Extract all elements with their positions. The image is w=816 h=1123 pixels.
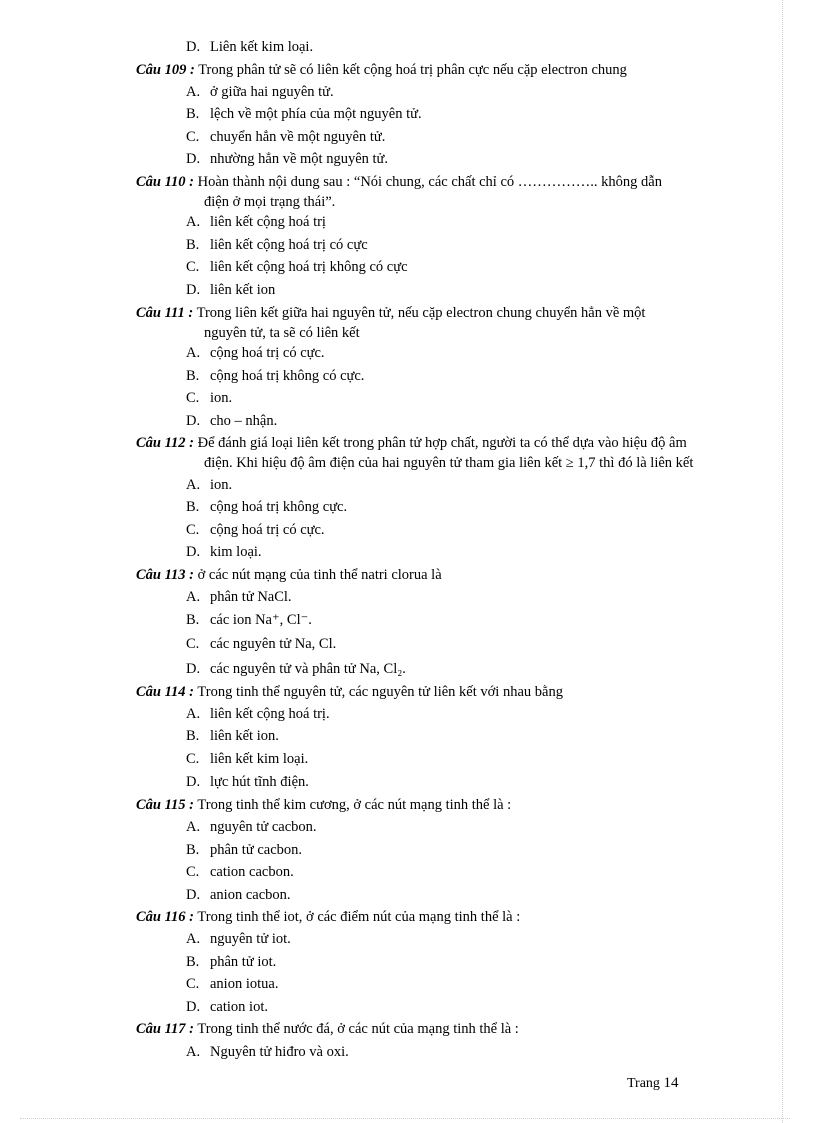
option-text: cộng hoá trị không có cực. [210, 368, 365, 384]
option-letter: D. [186, 887, 201, 903]
option-text: ion. [210, 390, 233, 406]
question-label: Câu 116 : [136, 909, 195, 925]
option-text: Liên kết kim loại. [210, 39, 314, 55]
option-letter: D. [186, 999, 201, 1015]
option-letter: B. [186, 237, 200, 253]
option-letter: C. [186, 636, 200, 652]
question-label: Câu 110 : [136, 174, 195, 190]
question-115 [136, 795, 768, 815]
option-text: liên kết ion [210, 282, 276, 298]
option-text: cộng hoá trị có cực. [210, 522, 325, 538]
option-letter: A. [186, 214, 201, 230]
option-text: phân tử NaCl. [210, 589, 292, 605]
option-110-a [186, 213, 326, 231]
question-113 [136, 565, 768, 585]
option-text: các ion Na⁺, Cl⁻. [210, 612, 312, 628]
question-label: Câu 115 : [136, 797, 195, 813]
option-113-a [186, 588, 292, 606]
option-115-c [186, 863, 294, 881]
option-text: liên kết kim loại. [210, 751, 309, 767]
option-letter: D. [186, 544, 201, 560]
option-letter: A. [186, 1044, 201, 1060]
page-border-bottom [20, 1118, 790, 1119]
question-text: Để đánh giá loại liên kết trong phân tử hợp chất, người ta có thể dựa vào hiệu độ âm [197, 435, 687, 451]
option-letter: A. [186, 84, 201, 100]
page-number [627, 1075, 678, 1092]
option-116-d [186, 998, 268, 1016]
question-text-continued: nguyên tử, ta sẽ có liên kết [204, 325, 360, 341]
question-label: Câu 117 : [136, 1021, 195, 1037]
question-text: Trong phân tử sẽ có liên kết cộng hoá trị phân cực nếu cặp electron chung [198, 62, 627, 78]
option-text: ở giữa hai nguyên tử. [210, 84, 334, 100]
option-117-a [186, 1043, 349, 1061]
option-letter: D. [186, 39, 201, 55]
option-letter: B. [186, 728, 200, 744]
page-border-right [782, 0, 783, 1123]
option-letter: C. [186, 864, 200, 880]
question-label: Câu 113 : [136, 567, 195, 583]
question-117 [136, 1019, 768, 1039]
option-text: liên kết cộng hoá trị có cực [210, 237, 368, 253]
page-word: Trang [627, 1076, 660, 1091]
option-text: kim loại. [210, 544, 262, 560]
option-115-b [186, 841, 302, 859]
option-text: Nguyên tử hiđro và oxi. [210, 1044, 349, 1060]
option-letter: B. [186, 106, 200, 122]
option-108-d [186, 38, 313, 56]
question-text-continued: điện ở mọi trạng thái”. [204, 194, 336, 210]
option-111-c [186, 389, 232, 407]
option-text: liên kết cộng hoá trị. [210, 706, 330, 722]
option-text: chuyển hẳn về một nguyên tử. [210, 129, 386, 145]
question-112 [136, 433, 768, 473]
option-letter: C. [186, 976, 200, 992]
option-text: nguyên tử iot. [210, 931, 291, 947]
option-112-c [186, 521, 325, 539]
question-text: Trong tinh thể iot, ở các điểm nút của mạng tinh thể là : [197, 909, 521, 925]
question-111 [136, 303, 768, 343]
option-text: phân tử iot. [210, 954, 277, 970]
option-115-d [186, 886, 291, 904]
option-text: ion. [210, 477, 233, 493]
question-116 [136, 907, 768, 927]
option-113-d [186, 660, 406, 678]
option-text: lệch về một phía của một nguyên tử. [210, 106, 422, 122]
option-text: cộng hoá trị có cực. [210, 345, 325, 361]
option-text: cho – nhận. [210, 413, 278, 429]
question-text: Trong tinh thể kim cương, ở các nút mạng tinh thể là : [197, 797, 512, 813]
option-113-c [186, 635, 336, 653]
option-109-b [186, 105, 422, 123]
question-text: Trong liên kết giữa hai nguyên tử, nếu cặp electron chung chuyển hẳn về một [196, 305, 646, 321]
question-text-continued: điện. Khi hiệu độ âm điện của hai nguyên tử tham gia liên kết ≥ 1,7 thì đó là liên kết [204, 455, 694, 471]
option-text: cộng hoá trị không cực. [210, 499, 348, 515]
option-text: phân tử cacbon. [210, 842, 303, 858]
option-116-a [186, 930, 291, 948]
option-letter: B. [186, 499, 200, 515]
option-111-d [186, 412, 277, 430]
option-letter: D. [186, 774, 201, 790]
option-109-d [186, 150, 388, 168]
option-114-b [186, 727, 279, 745]
option-letter: A. [186, 819, 201, 835]
option-111-b [186, 367, 364, 385]
option-letter: D. [186, 661, 201, 677]
option-110-c [186, 258, 408, 276]
option-letter: A. [186, 589, 201, 605]
option-text: liên kết ion. [210, 728, 279, 744]
option-letter: A. [186, 706, 201, 722]
option-text: nhường hẳn về một nguyên tử. [210, 151, 389, 167]
option-text: liên kết cộng hoá trị [210, 214, 326, 230]
option-114-d [186, 773, 309, 791]
option-114-c [186, 750, 308, 768]
option-113-b [186, 611, 312, 629]
option-110-d [186, 281, 275, 299]
question-text: Trong tinh thể nguyên tử, các nguyên tử liên kết với nhau bằng [197, 684, 563, 700]
option-text: các nguyên tử Na, Cl. [210, 636, 337, 652]
option-letter: D. [186, 282, 201, 298]
option-text: anion iotua. [210, 976, 279, 992]
option-text: nguyên tử cacbon. [210, 819, 317, 835]
question-label: Câu 111 : [136, 305, 194, 321]
option-letter: A. [186, 931, 201, 947]
question-109 [136, 60, 768, 80]
option-112-d [186, 543, 262, 561]
option-text: lực hút tĩnh điện. [210, 774, 309, 790]
page-number-value: 14 [663, 1075, 679, 1091]
option-letter: A. [186, 477, 201, 493]
question-110 [136, 172, 768, 212]
option-letter: D. [186, 151, 201, 167]
question-text: Trong tinh thể nước đá, ở các nút của mạng tinh thể là : [197, 1021, 519, 1037]
question-label: Câu 114 : [136, 684, 195, 700]
option-letter: A. [186, 345, 201, 361]
option-letter: B. [186, 842, 200, 858]
option-letter: D. [186, 413, 201, 429]
option-112-b [186, 498, 347, 516]
option-text: các nguyên tử và phân tử Na, Cl₂. [210, 661, 406, 677]
question-text: Hoàn thành nội dung sau : “Nói chung, các chất chỉ có …………….. không dẫn [197, 174, 662, 190]
option-text: liên kết cộng hoá trị không có cực [210, 259, 408, 275]
option-115-a [186, 818, 317, 836]
option-letter: C. [186, 259, 200, 275]
option-letter: B. [186, 612, 200, 628]
option-109-a [186, 83, 334, 101]
option-text: anion cacbon. [210, 887, 291, 903]
option-112-a [186, 476, 232, 494]
option-text: cation iot. [210, 999, 268, 1015]
option-109-c [186, 128, 385, 146]
option-letter: C. [186, 751, 200, 767]
option-letter: B. [186, 954, 200, 970]
option-letter: C. [186, 522, 200, 538]
option-letter: B. [186, 368, 200, 384]
option-116-b [186, 953, 276, 971]
option-letter: C. [186, 129, 200, 145]
option-111-a [186, 344, 325, 362]
option-110-b [186, 236, 368, 254]
question-114 [136, 682, 768, 702]
question-text: ở các nút mạng của tinh thể natri clorua là [197, 567, 442, 583]
option-114-a [186, 705, 330, 723]
option-letter: C. [186, 390, 200, 406]
option-text: cation cacbon. [210, 864, 294, 880]
question-label: Câu 109 : [136, 62, 195, 78]
question-label: Câu 112 : [136, 435, 195, 451]
option-116-c [186, 975, 278, 993]
